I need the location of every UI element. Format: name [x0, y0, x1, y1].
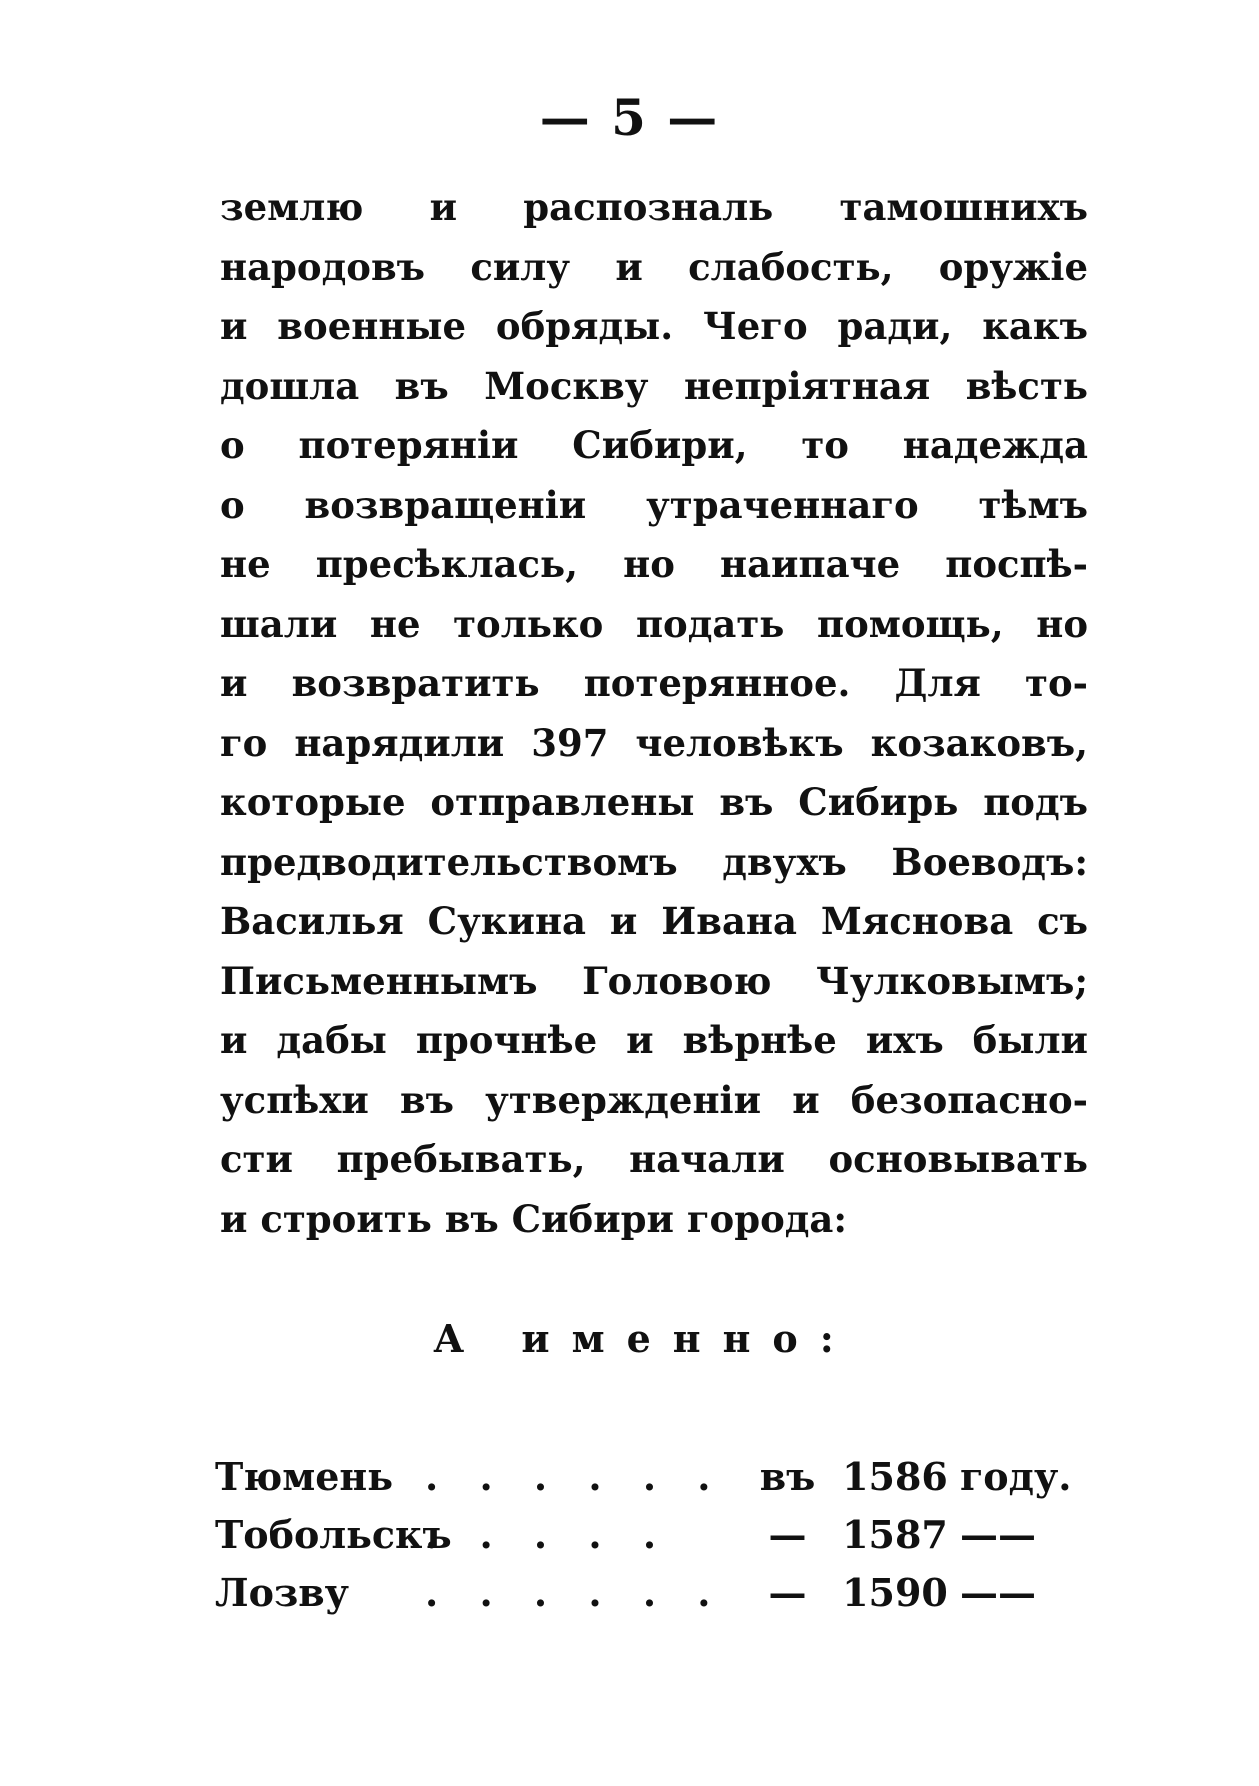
list-item: [215, 1564, 1075, 1622]
dot-leader: . . . . .: [425, 1512, 671, 1557]
city-name: Тюмень: [215, 1454, 394, 1499]
text-line: народовъ силу и слабость, оружіе: [220, 244, 1088, 289]
city-name: Лозву: [215, 1570, 349, 1615]
year: 1590: [842, 1570, 948, 1615]
text-line: о потеряніи Сибири, то надежда: [220, 423, 1088, 467]
text-line: Василья Сукина и Ивана Мяснова съ: [220, 899, 1088, 943]
text-line: Письменнымъ Головою Чулковымъ;: [220, 958, 1088, 1003]
year: 1587: [842, 1512, 948, 1557]
text-line: которые отправлены въ Сибирь подъ: [220, 780, 1088, 824]
list-item: [215, 1506, 1075, 1564]
text-line: сти пребывать, начали основывать: [220, 1137, 1088, 1181]
text-line: не пресѣклась, но наипаче поспѣ-: [220, 542, 1088, 586]
preposition: —: [768, 1512, 807, 1557]
page-number: — 5 —: [539, 88, 720, 147]
preposition: —: [768, 1570, 807, 1615]
text-line: дошла въ Москву непріятная вѣсть: [220, 363, 1088, 408]
text-line: и дабы прочнѣе и вѣрнѣе ихъ были: [220, 1018, 1088, 1062]
text-line: о возвращеніи утраченнаго тѣмъ: [220, 482, 1088, 527]
city-year-list: [215, 1448, 1075, 1622]
year: 1586: [842, 1454, 948, 1499]
dot-leader: . . . . . .: [425, 1570, 725, 1615]
list-item: [215, 1448, 1075, 1506]
text-line: предводительствомъ двухъ Воеводъ:: [220, 839, 1088, 884]
year-suffix: ——: [960, 1512, 1036, 1557]
section-heading: А именно:: [433, 1316, 856, 1361]
dot-leader: . . . . . .: [425, 1454, 725, 1499]
text-line: землю и распозналь тамошнихъ: [220, 185, 1088, 229]
preposition: въ: [759, 1454, 816, 1499]
text-line: успѣхи въ утвержденіи и безопасно-: [220, 1077, 1088, 1122]
year-suffix: году.: [960, 1454, 1072, 1499]
text-line: го нарядили 397 человѣкъ козаковъ,: [220, 720, 1088, 765]
text-line: и военные обряды. Чего ради, какъ: [220, 304, 1088, 348]
city-name: Тобольскъ: [215, 1512, 452, 1557]
text-line: и строить въ Сибири города:: [220, 1196, 848, 1241]
body-text: [220, 178, 1088, 1249]
text-line: шали не только подать помощь, но: [220, 601, 1088, 646]
year-suffix: ——: [960, 1570, 1036, 1615]
text-line: и возвратить потерянное. Для то-: [220, 661, 1088, 705]
